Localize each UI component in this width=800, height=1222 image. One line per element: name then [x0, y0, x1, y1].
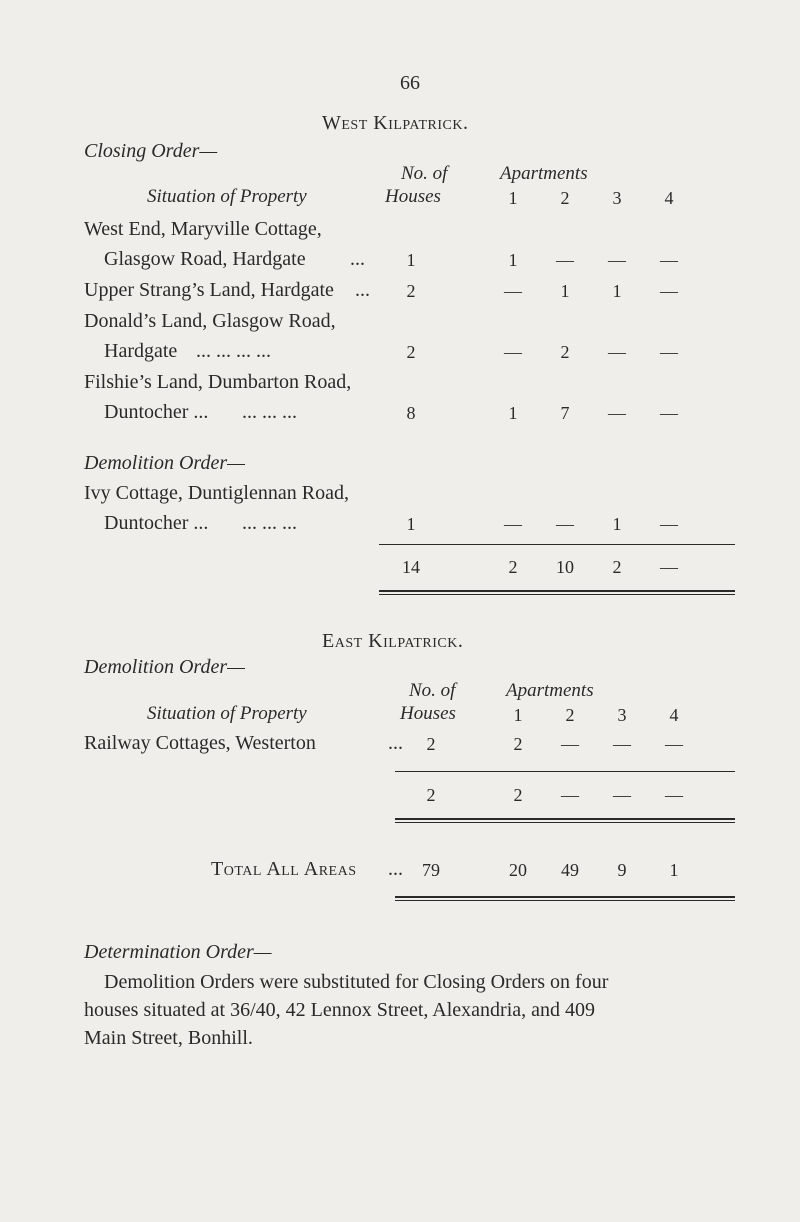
west-apt-header-1: 1	[508, 188, 518, 208]
west-demo-row1-line2: Duntocher ...	[104, 512, 209, 534]
east-total-apt3: —	[613, 785, 631, 805]
west-row4-apt1: 1	[508, 403, 518, 423]
page-number: 66	[400, 72, 420, 94]
west-demo-row1-apt4: —	[660, 514, 678, 534]
grand-total-rule-bottom	[395, 900, 735, 901]
west-demo-row1-line1: Ivy Cottage, Duntiglennan Road,	[84, 482, 349, 504]
west-row1-houses: 1	[406, 250, 416, 270]
west-row4-apt4: —	[660, 403, 678, 423]
grand-total-apt1: 20	[509, 860, 527, 880]
west-demo-row1-apt3: 1	[612, 514, 622, 534]
west-row2-apt4: —	[660, 281, 678, 301]
east-row1-apt1: 2	[513, 734, 523, 754]
east-subtotal-rule	[395, 771, 735, 772]
west-demo-row1-apt1: —	[504, 514, 522, 534]
grand-total-rule-top	[395, 896, 735, 898]
west-row1-dots: ...	[350, 248, 365, 270]
west-col-no-of: No. of	[401, 163, 448, 184]
west-demo-row1-apt2: —	[556, 514, 574, 534]
west-row2-dots: ...	[355, 279, 370, 301]
west-row2-line1: Upper Strang’s Land, Hardgate	[84, 279, 334, 301]
west-total-rule-top	[379, 590, 735, 592]
west-total-rule-bottom	[379, 594, 735, 595]
grand-total-houses: 79	[422, 860, 440, 880]
west-row3-apt2: 2	[560, 342, 570, 362]
east-col-situation: Situation of Property	[147, 703, 307, 724]
west-total-apt1: 2	[508, 557, 518, 577]
west-row2-apt3: 1	[612, 281, 622, 301]
west-row4-apt3: —	[608, 403, 626, 423]
west-demo-row1-houses: 1	[406, 514, 416, 534]
west-row4-dots: ... ... ...	[242, 401, 297, 423]
grand-total-apt4: 1	[669, 860, 679, 880]
east-col-apartments: Apartments	[506, 680, 594, 701]
grand-total-apt3: 9	[617, 860, 627, 880]
west-row3-houses: 2	[406, 342, 416, 362]
west-apt-header-3: 3	[612, 188, 622, 208]
west-row3-line2: Hardgate	[104, 340, 178, 362]
east-row1-apt4: —	[665, 734, 683, 754]
west-row1-line2: Glasgow Road, Hardgate	[104, 248, 306, 270]
east-col-no-of: No. of	[409, 680, 456, 701]
determination-line1: Demolition Orders were substituted for Closing Orders on four	[104, 971, 609, 993]
west-row3-apt1: —	[504, 342, 522, 362]
east-apt-header-3: 3	[617, 705, 627, 725]
east-title: East Kilpatrick.	[322, 630, 464, 652]
west-row2-apt2: 1	[560, 281, 570, 301]
west-row4-line2: Duntocher ...	[104, 401, 209, 423]
west-row3-apt3: —	[608, 342, 626, 362]
east-row1-dots: ...	[388, 732, 403, 754]
east-row1-line1: Railway Cottages, Westerton	[84, 732, 316, 754]
west-closing-order-label: Closing Order—	[84, 140, 218, 162]
east-total-houses: 2	[426, 785, 436, 805]
west-demo-row1-dots: ... ... ...	[242, 512, 297, 534]
grand-total-apt2: 49	[561, 860, 579, 880]
east-total-rule-bottom	[395, 822, 735, 823]
grand-total-dots: ...	[388, 858, 403, 880]
west-total-apt3: 2	[612, 557, 622, 577]
east-total-apt1: 2	[513, 785, 523, 805]
west-total-houses: 14	[402, 557, 420, 577]
west-row1-apt1: 1	[508, 250, 518, 270]
west-row2-apt1: —	[504, 281, 522, 301]
grand-total-label: Total All Areas	[211, 858, 357, 880]
west-row4-apt2: 7	[560, 403, 570, 423]
west-apt-header-4: 4	[664, 188, 674, 208]
west-row3-dots: ... ... ... ...	[196, 340, 271, 362]
west-title: West Kilpatrick.	[322, 112, 469, 134]
east-demolition-order-label: Demolition Order—	[84, 656, 245, 678]
east-apt-header-1: 1	[513, 705, 523, 725]
east-row1-apt2: —	[561, 734, 579, 754]
west-row1-apt4: —	[660, 250, 678, 270]
determination-line2: houses situated at 36/40, 42 Lennox Street, Alexandria, and 409	[84, 999, 596, 1021]
west-row2-houses: 2	[406, 281, 416, 301]
determination-order-label: Determination Order—	[84, 941, 272, 963]
east-total-rule-top	[395, 818, 735, 820]
east-row1-apt3: —	[613, 734, 631, 754]
determination-line3: Main Street, Bonhill.	[84, 1027, 253, 1049]
west-row3-apt4: —	[660, 342, 678, 362]
west-row4-line1: Filshie’s Land, Dumbarton Road,	[84, 371, 352, 393]
west-row1-line1: West End, Maryville Cottage,	[84, 218, 322, 240]
west-row1-apt2: —	[556, 250, 574, 270]
west-total-apt4: —	[660, 557, 678, 577]
west-row3-line1: Donald’s Land, Glasgow Road,	[84, 310, 336, 332]
east-apt-header-2: 2	[565, 705, 575, 725]
east-apt-header-4: 4	[669, 705, 679, 725]
west-row4-houses: 8	[406, 403, 416, 423]
west-total-apt2: 10	[556, 557, 574, 577]
west-col-situation: Situation of Property	[147, 186, 307, 207]
west-col-houses: Houses	[385, 186, 441, 207]
west-demolition-order-label: Demolition Order—	[84, 452, 245, 474]
west-apt-header-2: 2	[560, 188, 570, 208]
west-row1-apt3: —	[608, 250, 626, 270]
east-total-apt4: —	[665, 785, 683, 805]
east-row1-houses: 2	[426, 734, 436, 754]
east-total-apt2: —	[561, 785, 579, 805]
west-subtotal-rule	[379, 544, 735, 545]
west-col-apartments: Apartments	[500, 163, 588, 184]
east-col-houses: Houses	[400, 703, 456, 724]
